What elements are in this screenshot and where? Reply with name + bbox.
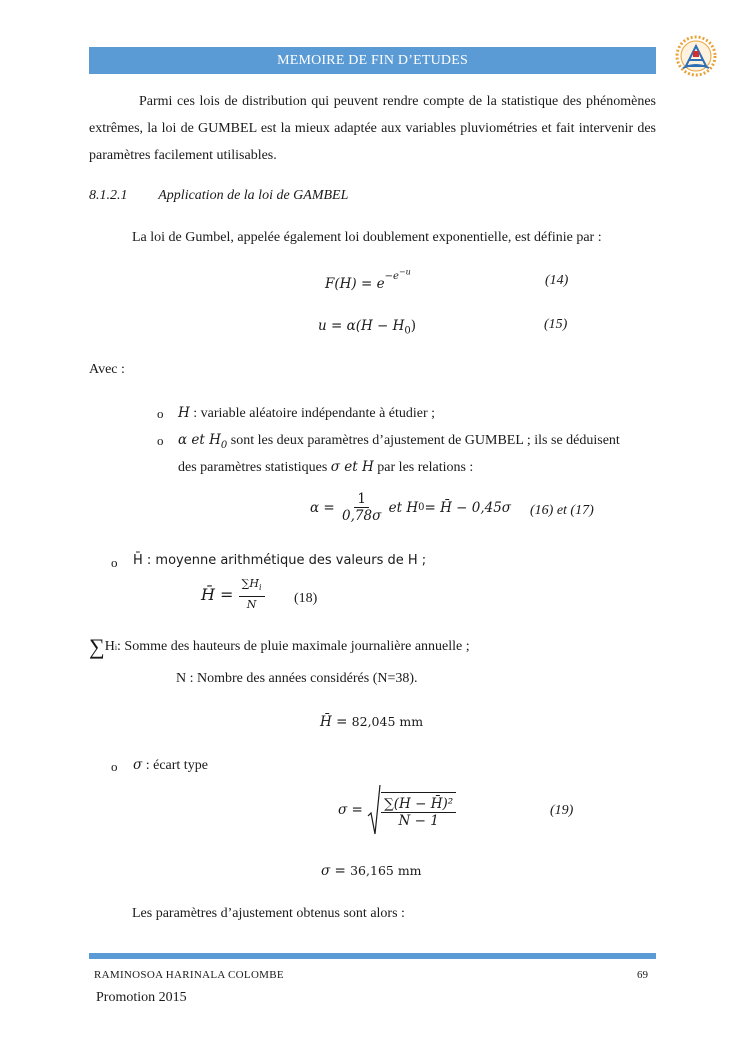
university-logo-icon: [674, 34, 718, 80]
bullet-marker: o: [111, 759, 118, 774]
bullet-h-description: H : variable aléatoire indépendante à étudier ;: [178, 405, 436, 421]
bullet-parameters-continuation: des paramètres statistiques σ et H par les relations :: [178, 459, 474, 475]
equation-14: $F(H) = e^{-e^{-u}}$: [325, 268, 411, 292]
footer-bar: [89, 953, 656, 959]
intro-paragraph: Parmi ces lois de distribution qui peuvent rendre compte de la statistique des phénomènes extrêmes, la loi de GUMBEL est la mieux adaptée aux variables pluviométries et fait intervenir des paramètres facilement utilisables.: [89, 94, 656, 163]
bullet-marker: o: [157, 406, 164, 421]
section-heading: [89, 182, 348, 209]
sum-definition: ∑ H i : Somme des hauteurs de pluie maximale journalière annuelle ;: [89, 634, 470, 659]
equation-19-number: (19): [550, 803, 574, 818]
header-bar: [89, 47, 656, 74]
equation-15: $u = \alpha(H - H_0)$: [318, 318, 417, 337]
equation-19: σ = $\frac{\text{∑(H − H̄)²}}{N - 1}$: [338, 784, 456, 836]
mean-bullet-text: H̄ : moyenne arithmétique des valeurs de H ;: [133, 553, 427, 568]
equation-16-17: α = $\frac{1}{0,78\sigma}$ et H 0 = H̄ − 0,45σ: [310, 491, 512, 524]
section-number: 8.1.2.1: [89, 188, 128, 203]
bullet-parameters-description: α et $H_0$ sont les deux paramètres d’ajustement de GUMBEL ; ils se déduisent: [178, 432, 620, 451]
equation-18: H̄ = $\frac{\sum H_i}{N}$: [201, 576, 265, 613]
square-root-icon: [367, 784, 381, 836]
equation-16-17-number: (16) et (17): [530, 503, 594, 518]
footer-promotion: Promotion 2015: [96, 990, 187, 1005]
sigma-value: σ = 36,165 mm: [321, 863, 422, 879]
definition-text: La loi de Gumbel, appelée également loi doublement exponentielle, est définie par :: [132, 230, 602, 245]
equation-14-number: (14): [545, 273, 569, 288]
n-definition: N : Nombre des années considérés (N=38).: [176, 671, 418, 686]
mean-fraction: $\frac{\sum H_i}{N}$: [239, 576, 265, 613]
avec-label: Avec :: [89, 362, 125, 377]
variance-fraction: $\frac{\text{∑(H − H̄)²}}{N - 1}$: [381, 792, 456, 829]
footer-page-number: 69: [637, 969, 648, 981]
footer-author: RAMINOSOA HARINALA COLOMBE: [94, 969, 284, 981]
header-title: MEMOIRE DE FIN D’ETUDES: [277, 53, 468, 68]
bullet-marker: o: [111, 555, 118, 570]
bullet-marker: o: [157, 433, 164, 448]
params-text: Les paramètres d’ajustement obtenus sont alors :: [132, 906, 405, 921]
equation-15-number: (15): [544, 317, 568, 332]
equation-18-number: (18): [294, 591, 318, 606]
mean-value: H̄ = 82,045 mm: [320, 714, 424, 730]
sum-symbol: ∑: [89, 634, 105, 659]
alpha-fraction: $\frac{1}{0,78\sigma}$: [342, 491, 382, 524]
section-title: Application de la loi de GAMBEL: [158, 188, 349, 203]
sigma-bullet-text: σ : écart type: [133, 757, 208, 773]
